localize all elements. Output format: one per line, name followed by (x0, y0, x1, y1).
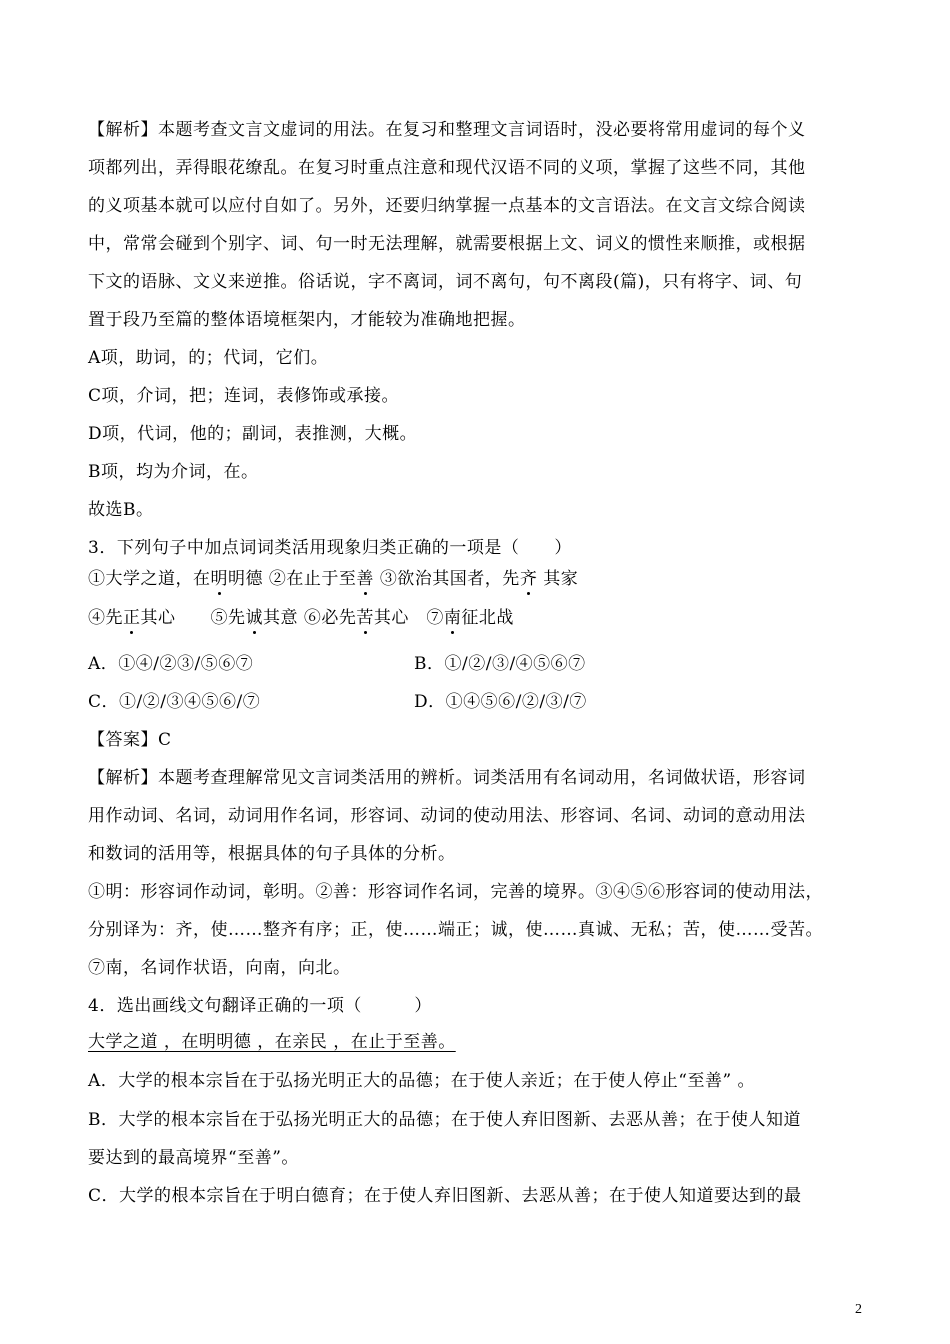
question-3-analysis-line: 和数词的活用等，根据具体的句子具体的分析。 (88, 844, 456, 864)
question-4-option-b: B．大学的根本宗旨在于弘扬光明正大的品德；在于使人弃旧图新、去恶从善；在于使人知道 (88, 1110, 801, 1130)
sentence-text: 其意 (263, 608, 304, 628)
question-3-sentences-row-1 (88, 567, 578, 591)
question-4-option-c: C．大学的根本宗旨在于明白德育；在于使人弃旧图新、去恶从善；在于使人知道要达到的最 (88, 1186, 802, 1206)
analysis-conclusion: 故选B。 (88, 500, 154, 520)
dotted-word: 诚 (245, 608, 263, 628)
analysis-intro-line: 【解析】本题考查文言文虚词的用法。在复习和整理文言词语时，没必要将常用虚词的每个义 (88, 120, 806, 140)
question-4-option-a: A．大学的根本宗旨在于弘扬光明正大的品德；在于使人亲近；在于使人停止“至善” 。 (88, 1071, 756, 1091)
question-3-option-c: C．①/②/③④⑤⑥/⑦ (88, 692, 261, 712)
sentence-text: 其心 (373, 608, 427, 628)
question-3-option-d: D．①④⑤⑥/②/③/⑦ (414, 692, 587, 712)
dotted-word: 齐 (519, 569, 538, 589)
analysis-intro-line: 中，常常会碰到个别字、词、句一时无法理解，就需要根据上文、词义的惯性来顺推，或根据 (88, 234, 806, 254)
question-3-analysis-line: 【解析】本题考查理解常见文言词类活用的辨析。词类活用有名词动用，名词做状语，形容词 (88, 768, 806, 788)
question-3-analysis-line: 用作动词、名词，动词用作名词，形容词、动词的使动用法、形容词、名词、动词的意动用法 (88, 806, 806, 826)
dotted-word: 善 (356, 569, 374, 589)
dotted-word: 明 (210, 569, 228, 589)
sentence-text: 其心 (140, 608, 211, 628)
question-3-option-b: B．①/②/③/④⑤⑥⑦ (414, 654, 586, 674)
dotted-word: 南 (443, 608, 462, 628)
question-3-stem: 3．下列句子中加点词词类活用现象归类正确的一项是（ ） (88, 538, 572, 558)
question-4-option-b-continued: 要达到的最高境界“至善”。 (88, 1148, 299, 1168)
page-number: 2 (855, 1302, 862, 1317)
analysis-item: C项，介词，把；连词，表修饰或承接。 (88, 386, 400, 406)
analysis-item: B项，均为介词，在。 (88, 462, 259, 482)
sentence-text: ②在止于至 (268, 569, 357, 589)
question-3-analysis-line: ①明：形容词作动词，彰明。②善：形容词作名词，完善的境界。③④⑤⑥形容词的使动用法， (88, 882, 823, 902)
dotted-word: 正 (123, 608, 141, 628)
question-3-option-a: A．①④/②③/⑤⑥⑦ (88, 654, 254, 674)
analysis-item: A项，助词，的；代词，它们。 (88, 348, 329, 368)
question-4-stem: 4．选出画线文句翻译正确的一项（ ） (88, 996, 432, 1016)
question-3-analysis-line: ⑦南，名词作状语，向南，向北。 (88, 958, 351, 978)
sentence-text: ③欲治其国者，先 (379, 569, 520, 589)
dotted-word: 苦 (356, 608, 374, 628)
analysis-intro-line: 的义项基本就可以应付自如了。另外，还要归纳掌握一点基本的文言语法。在文言文综合阅读 (88, 196, 806, 216)
analysis-intro-line: 下文的语脉、文义来逆推。俗话说，字不离词，词不离句，句不离段(篇)，只有将字、词、句 (88, 272, 803, 292)
sentence-text: 征北战 (461, 608, 514, 628)
sentence-text: 明德 (228, 569, 269, 589)
sentence-text: ④先 (88, 608, 123, 628)
question-3-sentences-row-2 (88, 606, 514, 630)
question-4-underlined-text: 大学之道 ，在明明德 ，在亲民 ，在止于至善。 (88, 1032, 456, 1052)
sentence-text: ⑤先 (210, 608, 246, 628)
question-3-analysis-line: 分别译为：齐，使……整齐有序；正，使……端正；诚，使……真诚、无私；苦，使……受苦。 (88, 920, 823, 940)
question-3-answer: 【答案】C (88, 730, 172, 750)
sentence-text: 其家 (537, 569, 579, 589)
sentence-text: ①大学之道，在 (88, 569, 211, 589)
analysis-intro-line: 置于段乃至篇的整体语境框架内，才能较为准确地把握。 (88, 310, 526, 330)
sentence-text: ⑦ (426, 608, 444, 628)
analysis-intro-line: 项都列出，弄得眼花缭乱。在复习时重点注意和现代汉语不同的义项，掌握了这些不同，其他 (88, 158, 806, 178)
analysis-item: D项，代词，他的；副词，表推测，大概。 (88, 424, 418, 444)
sentence-text: ⑥必先 (303, 608, 357, 628)
